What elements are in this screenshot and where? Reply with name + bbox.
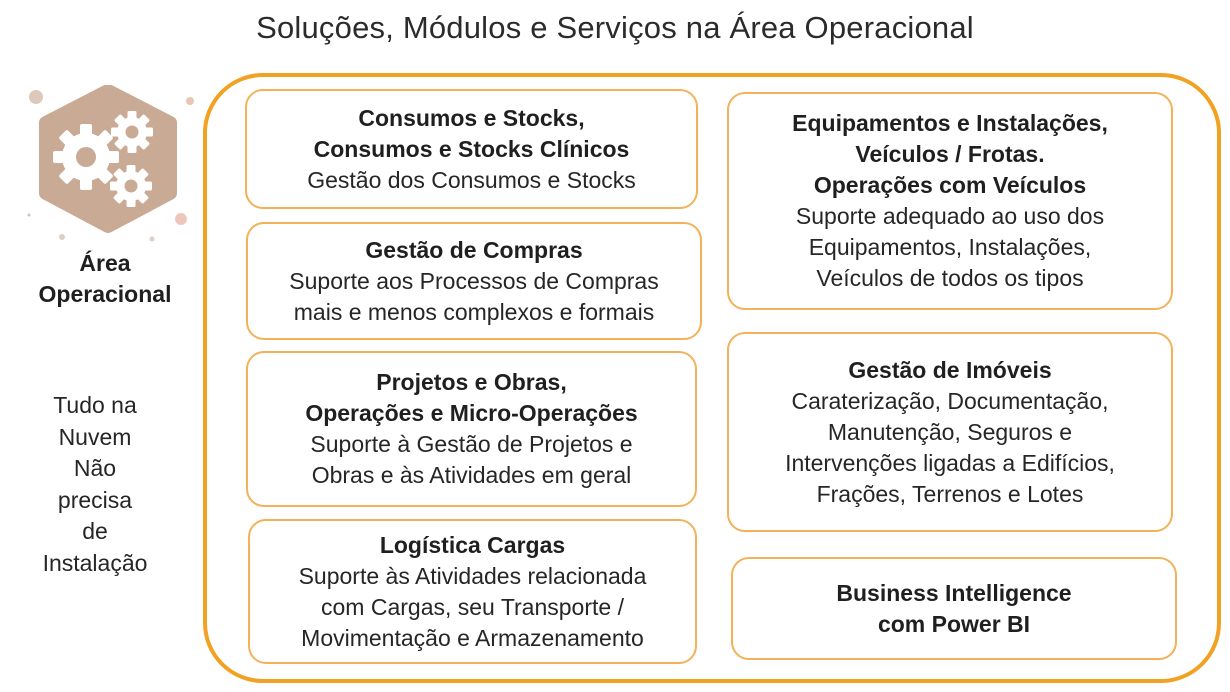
card-equipamentos-veiculos bbox=[727, 92, 1173, 310]
card-gestao-imoveis bbox=[727, 332, 1173, 532]
card-description: Suporte à Gestão de Projetos e Obras e às Atividades em geral bbox=[310, 431, 633, 488]
card-business-intelligence bbox=[731, 557, 1177, 660]
card-description: Suporte aos Processos de Compras mais e menos complexos e formais bbox=[289, 267, 659, 325]
card-description: Gestão dos Consumos e Stocks bbox=[307, 166, 636, 193]
card-description: Suporte adequado ao uso dos Equipamentos, Instalações, Veículos de todos os tipos bbox=[795, 203, 1105, 291]
area-label: Área Operacional bbox=[38, 250, 172, 307]
card-heading: Projetos e Obras, Operações e Micro-Operações bbox=[305, 369, 638, 426]
card-consumos-stocks bbox=[245, 89, 698, 209]
card-heading: Equipamentos e Instalações, Veículos / Frotas. Operações com Veículos bbox=[792, 110, 1108, 198]
card-heading: Gestão de Imóveis bbox=[848, 356, 1052, 383]
card-heading: Gestão de Compras bbox=[365, 236, 583, 263]
card-projetos-obras bbox=[246, 351, 697, 507]
card-heading: Business Intelligence com Power BI bbox=[836, 579, 1072, 637]
card-heading: Logística Cargas bbox=[379, 531, 566, 558]
card-heading: Consumos e Stocks, Consumos e Stocks Clínicos bbox=[313, 104, 630, 162]
card-logistica-cargas bbox=[248, 519, 697, 664]
card-gestao-compras bbox=[246, 222, 702, 340]
cloud-note: Tudo na Nuvem Não precisa de Instalação bbox=[42, 392, 148, 576]
gears-icon bbox=[24, 85, 199, 250]
card-description: Suporte às Atividades relacionada com Cargas, seu Transporte / Movimentação e Armazenamento bbox=[298, 562, 647, 651]
page-title: Soluções, Módulos e Serviços na Área Operacional bbox=[256, 10, 974, 45]
card-description: Caraterização, Documentação, Manutenção, Seguros e Intervenções ligadas a Edifícios, Frações, Terrenos e Lotes bbox=[785, 387, 1115, 507]
